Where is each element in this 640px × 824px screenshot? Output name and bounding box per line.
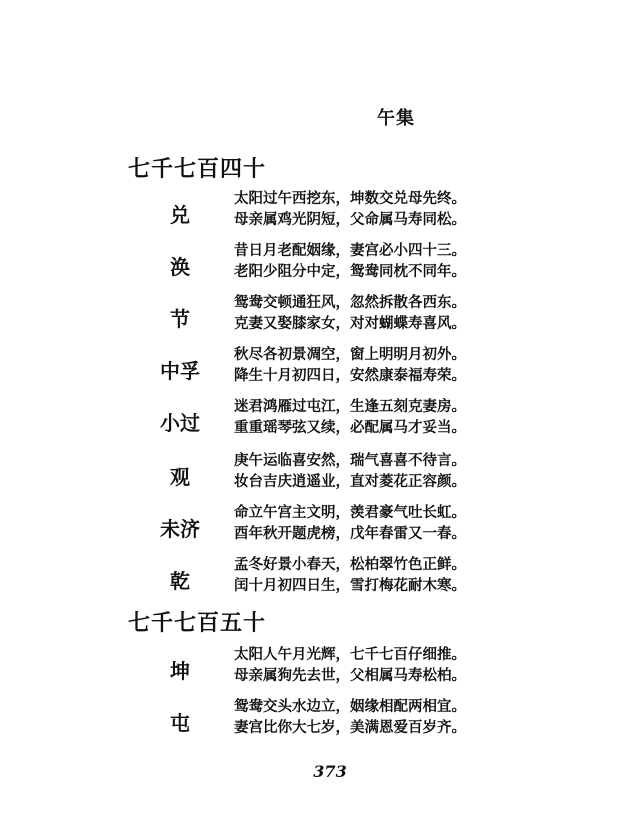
verse-line: 酉年秋开题虎榜，戊年春雷又一春。 — [234, 525, 466, 542]
hexagram-name: 兑 — [170, 203, 190, 227]
verse-line: 秋尽各初景凋空，窗上明明月初外。 — [234, 346, 466, 363]
hexagram-name: 屯 — [170, 711, 190, 735]
page-number: 373 — [313, 762, 347, 781]
verse-line: 母亲属狗先去世，父相属马寿松柏。 — [234, 667, 466, 684]
verse-line: 太阳过午西挖东，坤数交兑母先终。 — [234, 190, 466, 207]
verse-line: 老阳少阻分中定，鸳鸯同枕不同年。 — [234, 263, 466, 280]
hexagram-name: 中孚 — [160, 359, 200, 383]
entry — [150, 696, 470, 740]
section-title: 七千七百五十 — [128, 610, 267, 636]
verse — [234, 696, 466, 738]
verse-line: 克妻又娶膝家女，对对蝴蝶寿喜风。 — [234, 315, 466, 332]
verse-line: 闰十月初四日生，雪打梅花耐木寒。 — [234, 577, 466, 594]
entry — [150, 240, 470, 284]
verse-line: 母亲属鸡光阴短，父命属马寿同松。 — [234, 211, 466, 228]
verse-line: 庚午运临喜安然，瑞气喜喜不待言。 — [234, 452, 466, 469]
hexagram-name: 涣 — [170, 255, 190, 279]
entry — [150, 502, 470, 546]
verse — [234, 188, 466, 230]
verse-line: 命立午宫主文明，羡君豪气吐长虹。 — [234, 504, 466, 521]
verse — [234, 344, 466, 386]
hexagram-name: 乾 — [170, 569, 190, 593]
verse-line: 鸳鸯交头水边立，姻缘相配两相宜。 — [234, 698, 466, 715]
hexagram-name: 观 — [170, 465, 190, 489]
verse-line: 太阳人午月光辉，七千七百仔细推。 — [234, 646, 466, 663]
section-title: 七千七百四十 — [128, 156, 267, 182]
verse — [234, 450, 466, 492]
hexagram-name: 节 — [170, 307, 190, 331]
verse — [234, 396, 466, 438]
verse-line: 降生十月初四日，安然康泰福寿荣。 — [234, 367, 466, 384]
verse-line: 孟冬好景小春天，松柏翠竹色正鲜。 — [234, 556, 466, 573]
entry — [150, 396, 470, 440]
verse-line: 重重瑶琴弦又续，必配属马才妥当。 — [234, 419, 466, 436]
entry — [150, 188, 470, 232]
verse-line: 昔日月老配姻缘，妻宫必小四十三。 — [234, 242, 466, 259]
entry — [150, 644, 470, 688]
entry — [150, 344, 470, 388]
verse-line: 鸳鸯交顿通狂风，忽然拆散各西东。 — [234, 294, 466, 311]
verse — [234, 554, 466, 596]
hexagram-name: 未济 — [160, 517, 200, 541]
hexagram-name: 坤 — [170, 659, 190, 683]
entry — [150, 292, 470, 336]
verse — [234, 292, 466, 334]
verse-line: 妆台吉庆逍遥业，直对菱花正容颜。 — [234, 473, 466, 490]
verse-line: 妻宫比你大七岁，美满恩爱百岁齐。 — [234, 719, 466, 736]
entry — [150, 450, 470, 494]
verse — [234, 240, 466, 282]
verse — [234, 502, 466, 544]
verse — [234, 644, 466, 686]
hexagram-name: 小过 — [160, 411, 200, 435]
page-header: 午集 — [377, 108, 415, 129]
entry — [150, 554, 470, 598]
verse-line: 迷君鸿雁过屯江，生逢五刻克妻房。 — [234, 398, 466, 415]
